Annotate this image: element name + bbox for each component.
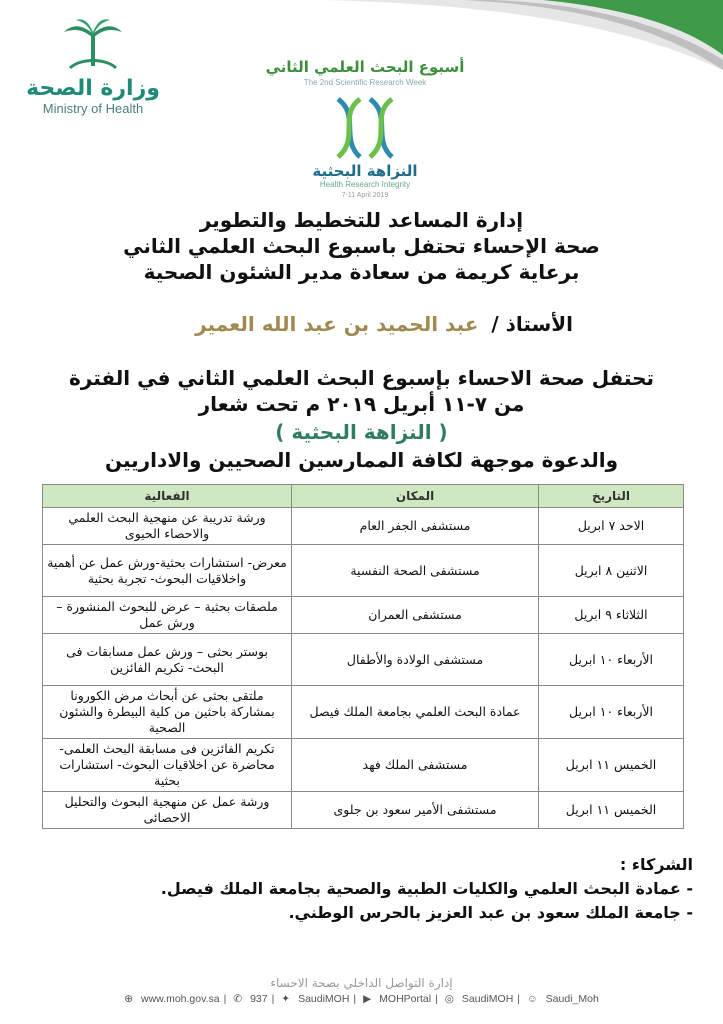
table-row xyxy=(43,508,684,545)
partners-title: الشركاء : xyxy=(619,855,693,874)
table-row xyxy=(43,686,684,739)
row-date: الاثنين ٨ ابريل xyxy=(539,545,684,597)
footer-youtube[interactable]: MOHPortal xyxy=(379,993,432,1005)
footer-phone[interactable]: 937 xyxy=(250,993,268,1005)
table-row xyxy=(43,545,684,597)
research-week-subtitle: The 2nd Scientific Research Week xyxy=(303,78,427,87)
table-row xyxy=(43,739,684,792)
schedule-table xyxy=(42,484,684,829)
invitation-line: والدعوة موجهة لكافة الممارسين الصحيين والاداريين xyxy=(104,448,619,472)
footer-links: ⊕ www.moh.gov.sa | ✆ 937 | ✦ SaudiMOH | ▶ MOHPortal | ◎ SaudiMOH | ☺ Saudi_Moh xyxy=(124,993,599,1005)
row-date: الخميس ١١ ابريل xyxy=(539,792,684,829)
row-activity: بوستر بحثى – ورش عمل مسابقات فى البحث- تكريم الفائزين xyxy=(43,634,292,686)
table-header-row xyxy=(43,485,684,508)
header-place: المكان xyxy=(292,485,539,508)
row-activity: تكريم الفائزين فى مسابقة البحث العلمى-محاضرة عن اخلاقيات البحوث- استشارات بحثية xyxy=(43,739,292,792)
row-place: مستشفى الصحة النفسية xyxy=(292,545,539,597)
integrity-date: 7-11 April 2019 xyxy=(341,192,389,199)
ministry-name-en: Ministry of Health xyxy=(42,101,144,116)
row-activity: ملتقى بحثى عن أبحاث مرض الكورونا بمشاركة باحثين من كلية البيطرة والشئون الصحية xyxy=(43,686,292,739)
row-place: عمادة البحث العلمي بجامعة الملك فيصل xyxy=(292,686,539,739)
row-date: الاحد ٧ ابريل xyxy=(539,508,684,545)
dna-helix-icon xyxy=(330,95,400,161)
row-place: مستشفى العمران xyxy=(292,597,539,634)
globe-icon: ⊕ xyxy=(124,993,133,1005)
table-row xyxy=(43,792,684,829)
row-date: الخميس ١١ ابريل xyxy=(539,739,684,792)
integrity-subtitle: Health Research Integrity xyxy=(319,180,411,189)
partner-item: - عمادة البحث العلمي والكليات الطبية والصحية بجامعة الملك فيصل. xyxy=(160,879,693,898)
table-row xyxy=(43,634,684,686)
patron-line xyxy=(195,312,573,336)
table-row xyxy=(43,597,684,634)
snapchat-icon: ☺ xyxy=(526,993,538,1005)
phone-icon: ✆ xyxy=(233,993,243,1005)
integrity-title: النزاهة البحثية xyxy=(312,162,418,180)
row-activity: ورشة تدريبة عن منهجية البحث العلمي والاحصاء الحيوى xyxy=(43,508,292,545)
ministry-logo xyxy=(18,14,168,116)
instagram-icon: ◎ xyxy=(444,993,454,1005)
slogan: ( النزاهة البحثية ) xyxy=(275,420,448,444)
research-week-title: أسبوع البحث العلمي الثاني xyxy=(265,58,465,76)
patronage-line: برعاية كريمة من سعادة مدير الشئون الصحية xyxy=(143,260,580,284)
row-date: الأربعاء ١٠ ابريل xyxy=(539,634,684,686)
footer-snapchat[interactable]: Saudi_Moh xyxy=(545,993,599,1005)
twitter-icon: ✦ xyxy=(281,993,291,1005)
row-place: مستشفى الملك فهد xyxy=(292,739,539,792)
row-date: الأربعاء ١٠ ابريل xyxy=(539,686,684,739)
row-place: مستشفى الولادة والأطفال xyxy=(292,634,539,686)
footer-twitter[interactable]: SaudiMOH xyxy=(298,993,350,1005)
row-place: مستشفى الأمير سعود بن جلوى xyxy=(292,792,539,829)
announce-line-1: تحتفل صحة الاحساء بإسبوع البحث العلمي الثاني في الفترة xyxy=(68,366,655,390)
palm-swords-icon xyxy=(18,14,168,72)
dept-line: إدارة المساعد للتخطيط والتطوير xyxy=(199,208,524,232)
header-date: التاريخ xyxy=(539,485,684,508)
footer-instagram[interactable]: SaudiMOH xyxy=(461,993,514,1005)
footer-website[interactable]: www.moh.gov.sa xyxy=(141,993,220,1005)
youtube-icon: ▶ xyxy=(363,993,372,1005)
patron-name: عبد الحميد بن عبد الله العمير xyxy=(195,312,479,336)
ministry-name-ar: وزارة الصحة xyxy=(26,76,160,101)
footer-department: إدارة التواصل الداخلي بصحة الاحساء xyxy=(270,976,453,990)
announce-line-2: من ٧-١١ أبريل ٢٠١٩ م تحت شعار xyxy=(198,392,525,416)
row-date: الثلاثاء ٩ ابريل xyxy=(539,597,684,634)
row-activity: ملصقات بحثية – عرض للبحوث المنشورة –ورش عمل xyxy=(43,597,292,634)
row-activity: معرض- استشارات بحثية-ورش عمل عن أهمية واخلاقيات البحوث- تجربة بحثية xyxy=(43,545,292,597)
row-place: مستشفى الجفر العام xyxy=(292,508,539,545)
patron-prefix: الأستاذ / xyxy=(491,312,573,336)
celebration-line: صحة الإحساء تحتفل باسبوع البحث العلمي الثاني xyxy=(123,234,600,258)
header-activity: الفعالية xyxy=(43,485,292,508)
partner-item: - جامعة الملك سعود بن عبد العزيز بالحرس الوطني. xyxy=(288,903,693,922)
row-activity: ورشة عمل عن منهجية البحوث والتحليل الاحصائى xyxy=(43,792,292,829)
